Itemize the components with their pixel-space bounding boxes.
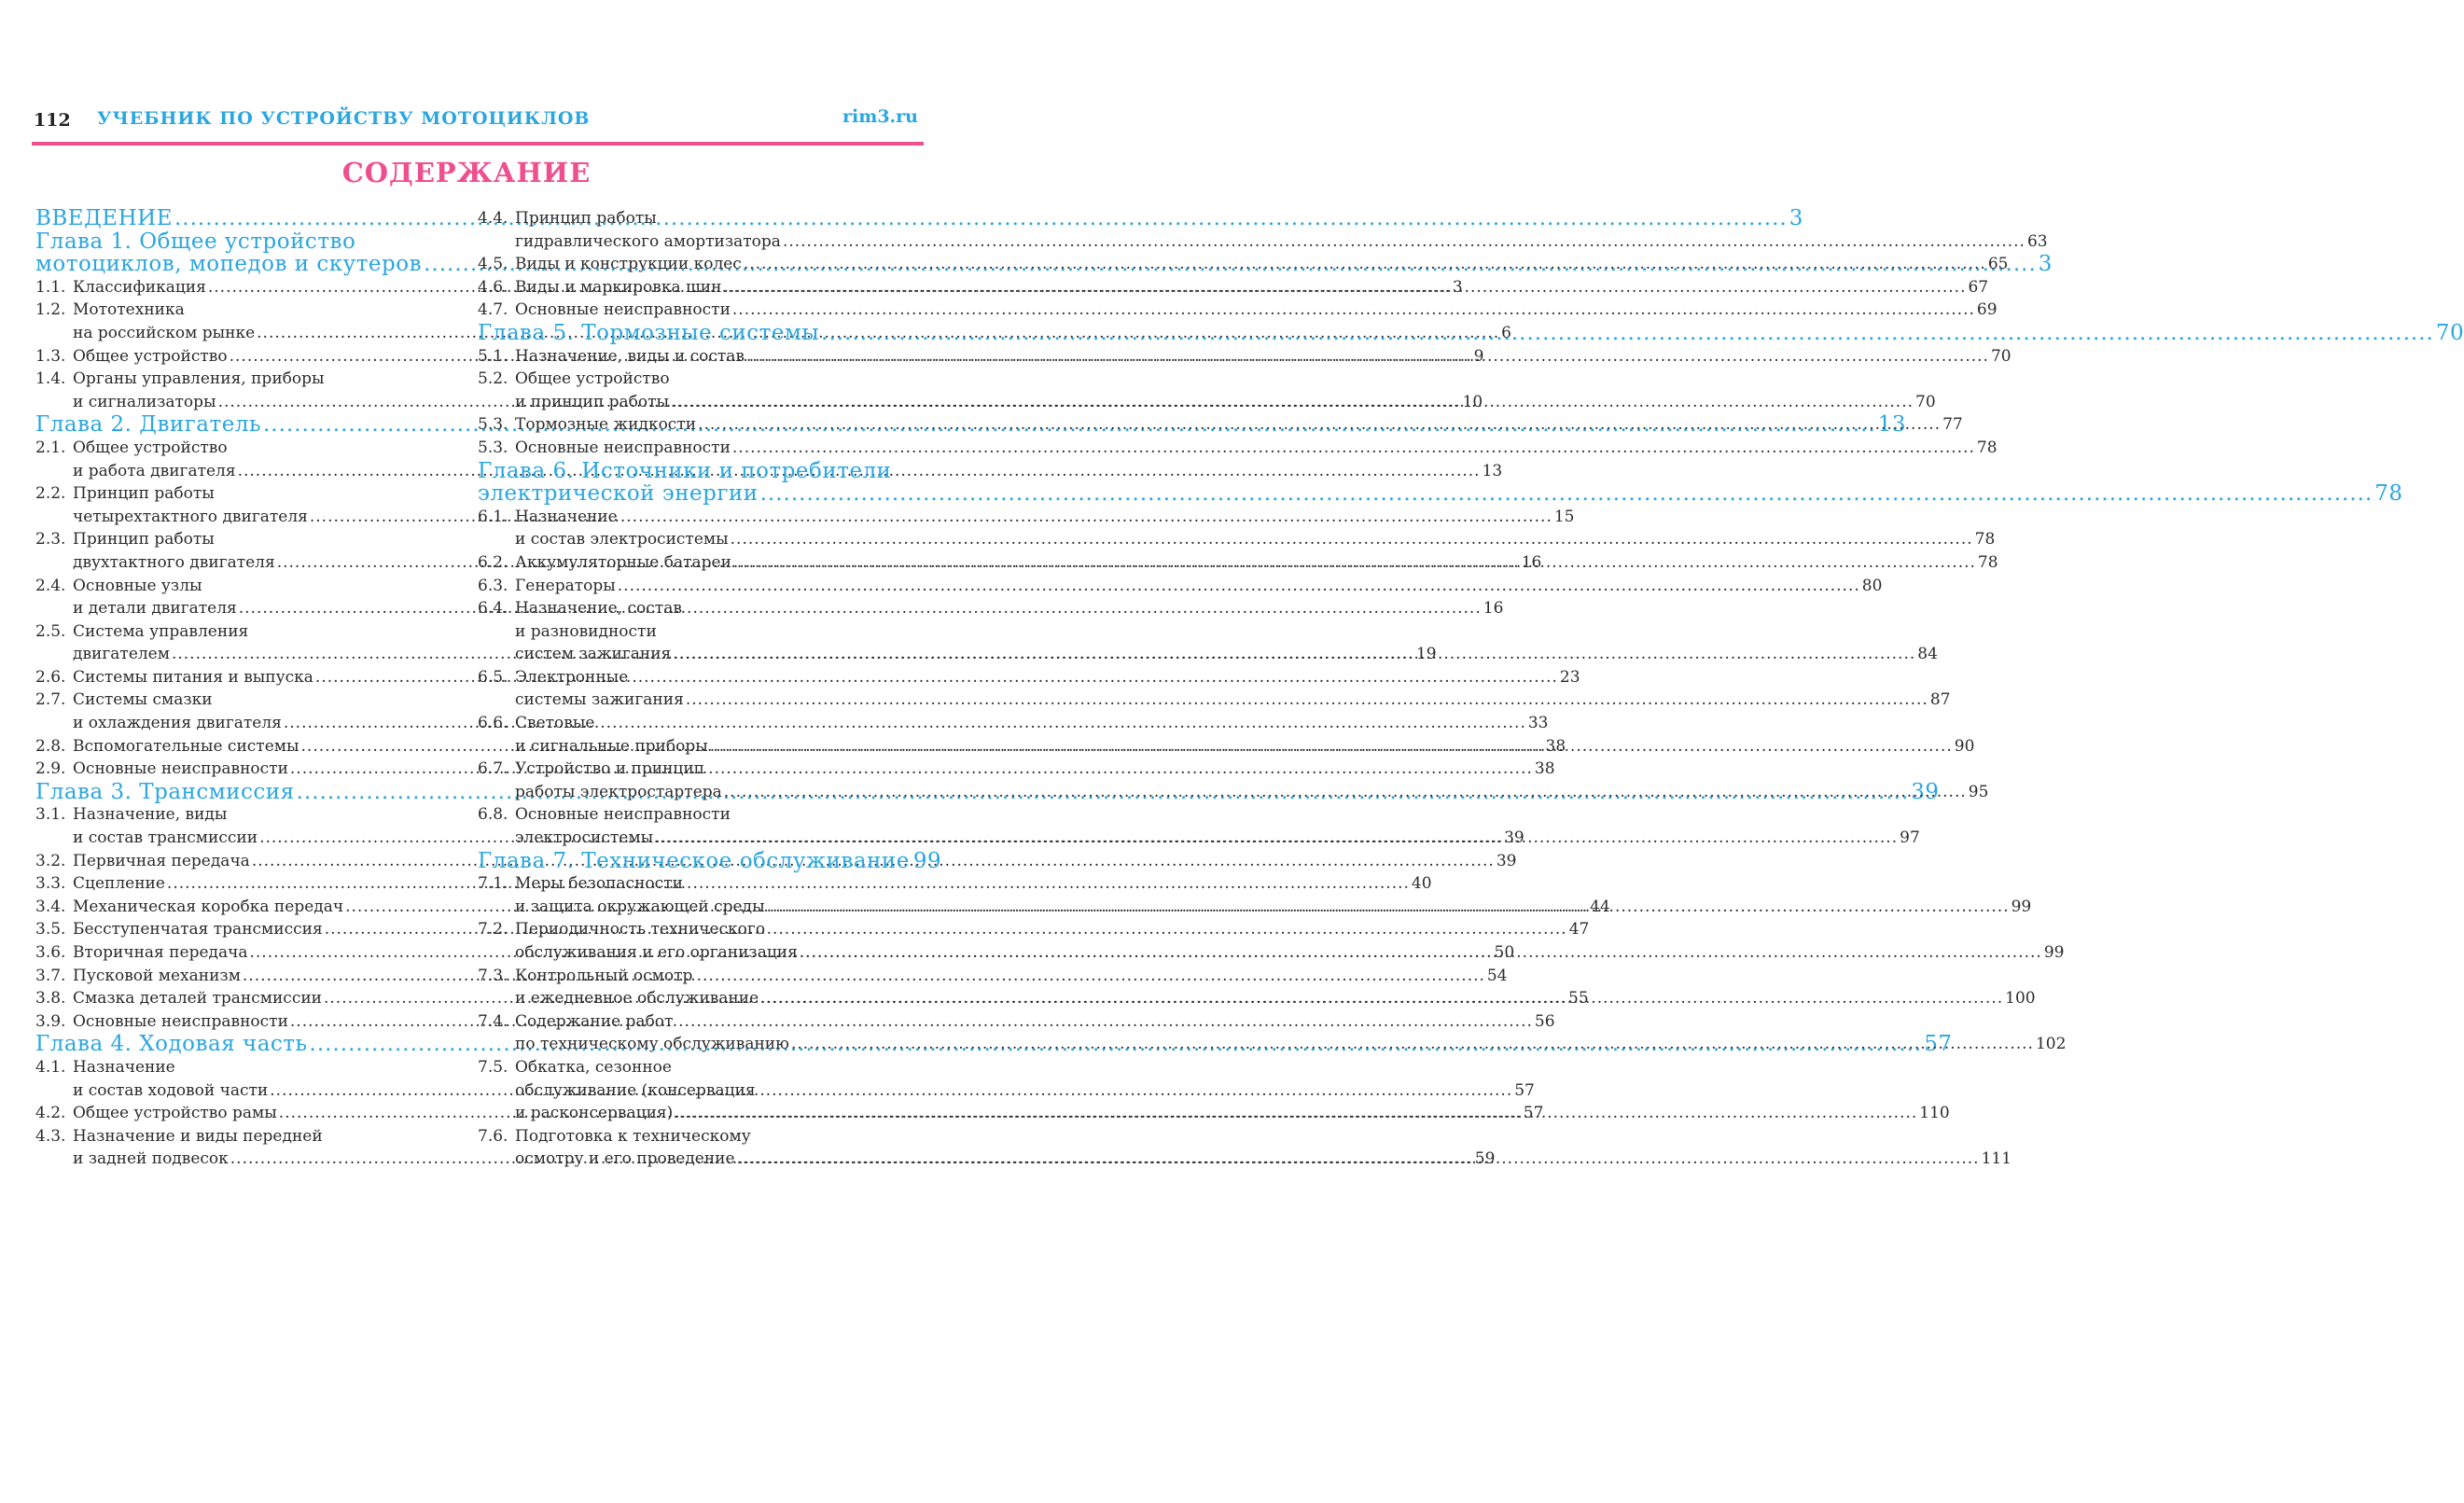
page-ref: 110 (1919, 1104, 1950, 1123)
entry-title: и охлаждения двигателя (73, 714, 282, 733)
section-number: 7.1. (478, 874, 508, 894)
section-number: 4.5. (478, 255, 508, 274)
entry-title: и задней подвесок (73, 1149, 229, 1169)
page-ref: 69 (1976, 300, 1998, 320)
entry-title: Основные неисправности (515, 805, 731, 825)
leader-dots (618, 575, 1860, 598)
section-number: 7.4. (478, 1011, 508, 1031)
section-number: 3.1. (35, 805, 66, 825)
entry-title: Периодичность технического (515, 920, 766, 939)
toc-line (478, 689, 1951, 712)
page-ref: 40 (1411, 874, 1432, 894)
page-ref: 67 (1968, 277, 1989, 297)
leader-dots (783, 230, 2025, 254)
entry-title: Глава 7. Техническое обслуживание (478, 848, 910, 873)
entry-title: электросистемы (515, 828, 654, 848)
entry-title: Содержание работ (515, 1011, 674, 1031)
page-ref: 13 (1877, 412, 1906, 438)
entry-title: мотоциклов, мопедов и скутеров (35, 252, 423, 277)
section-number: 6.1. (478, 507, 508, 526)
entry-title: Назначение (515, 507, 618, 526)
page-ref: 38 (1534, 759, 1555, 779)
entry-title: Генераторы (515, 576, 616, 595)
section-number: 2.9. (35, 759, 66, 779)
entry-title: Устройство и принцип (515, 759, 704, 779)
section-number: 2.3. (35, 530, 66, 550)
section-number: 2.4. (35, 576, 66, 595)
toc-line (478, 276, 1989, 299)
entry-title: Бесступенчатая трансмиссия (73, 920, 323, 939)
toc-line (478, 506, 926, 529)
toc-section[interactable] (478, 345, 2012, 369)
entry-title: электрической энергии (478, 481, 759, 507)
entry-title: Мототехника (73, 300, 185, 320)
entry-title: Назначение (73, 1057, 175, 1077)
entry-title: Механическая коробка передач (73, 897, 344, 916)
leader-dots (737, 1148, 1980, 1171)
entry-title: Основные неисправности (73, 759, 288, 779)
leader-dots (821, 322, 2434, 345)
entry-title: и работа двигателя (73, 461, 236, 480)
leader-dots (673, 643, 1915, 666)
section-number: 7.2. (478, 920, 508, 939)
section-number: 3.3. (35, 874, 66, 894)
entry-title: и расконсервация) (515, 1104, 674, 1123)
page-ref: 13 (1482, 461, 1503, 480)
entry-title: и защита окружающей среды (515, 897, 765, 916)
leader-dots (724, 781, 1967, 804)
entry-title: Глава 5. Тормозные системы (478, 320, 820, 345)
toc-line (35, 230, 466, 254)
section-number: 2.8. (35, 736, 66, 756)
toc-section[interactable] (478, 207, 2048, 253)
entry-title: Виды и маркировка шин (515, 277, 722, 297)
entry-title: и ежедневное обслуживание (515, 989, 759, 1009)
section-number: 4.2. (35, 1104, 66, 1123)
section-number: 1.3. (35, 346, 66, 366)
entry-title: обслуживание (консервация (515, 1080, 756, 1100)
toc-line (35, 1056, 466, 1079)
toc-line (478, 460, 926, 483)
toc-line (478, 1010, 926, 1034)
entry-title: гидравлического амортизатора (515, 231, 781, 251)
entry-title: ВВЕДЕНИЕ (35, 206, 173, 230)
toc-line (478, 207, 926, 230)
section-number: 6.8. (478, 805, 508, 825)
page-header (34, 104, 924, 142)
toc-line (478, 528, 1996, 551)
entry-title: Основные узлы (73, 576, 202, 595)
section-number: 3.9. (35, 1011, 66, 1031)
section-number: 3.2. (35, 851, 66, 870)
leader-dots (686, 689, 1928, 712)
entry-title: и принцип работы (515, 392, 670, 411)
toc-section[interactable] (478, 299, 1998, 322)
section-number: 4.3. (35, 1126, 66, 1146)
page-ref: 39 (1504, 828, 1524, 848)
toc-line-body (515, 299, 1998, 322)
entry-title: Подготовка к техническому (515, 1126, 751, 1146)
entry-title: Глава 2. Двигатель (35, 412, 261, 438)
section-number: 2.2. (35, 484, 66, 504)
section-number: 2.7. (35, 690, 66, 710)
toc-line (35, 528, 466, 551)
page-ref: 102 (2035, 1035, 2067, 1054)
site-link[interactable]: rim3.ru (842, 106, 918, 127)
entry-title: Пусковой механизм (73, 966, 241, 985)
page-ref: 99 (2011, 897, 2032, 916)
section-number: 1.4. (35, 369, 66, 389)
toc-line (35, 368, 466, 391)
leader-dots (723, 276, 1966, 299)
entry-title: и состав трансмиссии (73, 828, 258, 848)
page-ref: 70 (1990, 346, 2012, 366)
leader-dots (733, 551, 1976, 575)
page-ref: 78 (1977, 552, 1998, 572)
toc-line (478, 597, 926, 620)
entry-title: Глава 4. Ходовая часть (35, 1032, 308, 1057)
toc-line (35, 620, 466, 644)
entry-title: Глава 1. Общее устройство (35, 229, 356, 254)
toc-line (478, 320, 2464, 345)
section-number: 6.4. (478, 599, 508, 619)
section-number: 5.3. (478, 415, 508, 435)
page-ref: 70 (2435, 320, 2464, 345)
entry-title: Контрольный осмотр (515, 966, 693, 985)
book-title: УЧЕБНИК ПО УСТРОЙСТВУ МОТОЦИКЛОВ (97, 108, 591, 129)
entry-title: и сигнальные приборы (515, 736, 708, 756)
entry-title: Общее устройство (515, 369, 670, 389)
entry-title: Основные неисправности (515, 300, 731, 320)
page-ref: 57 (1523, 1104, 1544, 1123)
toc-line (478, 345, 2012, 369)
leader-dots (710, 735, 1953, 758)
toc-line (478, 666, 926, 689)
section-number: 2.5. (35, 621, 66, 641)
toc-line (478, 620, 926, 644)
entry-title: и состав электросистемы (515, 530, 729, 550)
toc-line (478, 1125, 926, 1148)
entry-title: и детали двигателя (73, 599, 237, 619)
toc-line (478, 1079, 926, 1103)
section-number: 6.7. (478, 759, 508, 779)
section-number: 7.6. (478, 1126, 508, 1146)
entry-title: Первичная передача (73, 851, 250, 870)
toc-section[interactable] (478, 276, 1989, 299)
section-number: 6.6. (478, 714, 508, 733)
page-ref: 57 (1514, 1080, 1535, 1100)
leader-dots (760, 987, 2003, 1010)
page-ref: 39 (1911, 779, 1940, 804)
page-ref: 47 (1568, 920, 1590, 939)
entry-title: двигателем (73, 645, 170, 664)
page-ref: 78 (2374, 481, 2403, 507)
leader-dots (731, 528, 1973, 551)
page-ref: 55 (1568, 989, 1589, 1009)
section-number: 7.5. (478, 1057, 508, 1077)
toc-line (478, 848, 942, 873)
page-ref: 54 (1486, 966, 1508, 985)
entry-title: Назначение, виды (73, 805, 228, 825)
section-number: 7.3. (478, 966, 508, 985)
toc-line (35, 299, 466, 322)
entry-title: Обкатка, сезонное (515, 1057, 672, 1077)
page-ref: 3 (2038, 252, 2053, 277)
page-ref: 99 (912, 848, 942, 873)
entry-title: Органы управления, приборы (73, 369, 325, 389)
page-ref: 19 (1415, 645, 1437, 664)
entry-title: Классификация (73, 277, 206, 297)
toc-line (478, 575, 1883, 598)
toc-line-body (515, 575, 1882, 598)
toc-line (35, 1125, 466, 1148)
entry-title: и разновидности (515, 621, 657, 641)
entry-title: Основные неисправности (73, 1011, 288, 1031)
entry-title: Глава 6. Источники и потребители (478, 458, 892, 483)
leader-dots (698, 413, 1941, 437)
entry-title: обслуживания и его организация (515, 943, 798, 962)
page-ref: 23 (1559, 667, 1580, 687)
page-ref: 63 (2026, 231, 2048, 251)
toc-line (35, 575, 466, 598)
entry-title: Системы питания и выпуска (73, 667, 313, 687)
page-ref: 59 (1474, 1149, 1496, 1169)
toc-title: СОДЕРЖАНИЕ (341, 157, 592, 188)
section-number: 4.4. (478, 209, 508, 228)
toc-line-body (515, 345, 2012, 369)
header-divider (32, 142, 924, 146)
page-ref: 111 (1981, 1149, 2012, 1169)
entry-title: Виды и конструкции колес (515, 255, 742, 274)
entry-title: Принцип работы (515, 209, 657, 228)
entry-title: Смазка деталей трансмиссии (73, 989, 322, 1009)
entry-title: работы электростартера (515, 782, 722, 801)
toc-line (478, 712, 926, 735)
toc-line (35, 437, 466, 460)
toc-line (478, 230, 2048, 254)
entry-title: Общее устройство (73, 346, 228, 366)
toc-section[interactable] (478, 575, 1883, 598)
leader-dots (732, 299, 1975, 322)
section-number: 5.3. (478, 438, 508, 457)
toc-line (478, 253, 2009, 276)
page-ref: 77 (1942, 415, 1963, 435)
toc-line (478, 481, 2403, 507)
toc-section[interactable] (478, 437, 1998, 460)
toc-line (478, 758, 926, 781)
page-ref: 70 (1915, 392, 1936, 411)
page-ref: 95 (1968, 782, 1989, 801)
toc-chapter[interactable] (478, 848, 942, 873)
toc-line (478, 368, 926, 391)
leader-dots (655, 827, 1898, 850)
entry-title: Тормозные жидкости (515, 415, 697, 435)
toc-line (35, 482, 466, 506)
page-ref: 99 (2043, 943, 2065, 962)
section-number: 4.1. (35, 1057, 66, 1077)
page-ref: 90 (1954, 736, 1975, 756)
entry-title: двухтактного двигателя (73, 552, 275, 572)
entry-title: четырехтактного двигателя (73, 507, 308, 526)
page-ref: 10 (1462, 392, 1483, 411)
entry-title: Сцепление (73, 874, 165, 894)
page-ref: 80 (1861, 576, 1883, 595)
leader-dots (800, 941, 2042, 965)
section-number: 2.6. (35, 667, 66, 687)
section-number: 6.3. (478, 576, 508, 595)
page-ref: 15 (1553, 507, 1575, 526)
page-number: 112 (34, 110, 71, 131)
page-ref: 97 (1900, 828, 1920, 848)
section-number: 3.4. (35, 897, 66, 916)
toc-section[interactable] (478, 253, 2009, 276)
section-number: 3.8. (35, 989, 66, 1009)
entry-title: Система управления (73, 621, 249, 641)
toc-line-body (515, 551, 1998, 575)
page-ref: 3 (1789, 206, 1803, 230)
toc-line (478, 299, 1998, 322)
entry-title: системы зажигания (515, 690, 684, 710)
toc-line (478, 437, 1998, 460)
section-number: 6.2. (478, 552, 508, 572)
section-number: 1.1. (35, 277, 66, 297)
page-ref: 38 (1545, 736, 1566, 756)
page-ref: 16 (1483, 599, 1504, 619)
toc-line (478, 803, 926, 827)
page-ref: 84 (1917, 645, 1938, 664)
section-number: 3.7. (35, 966, 66, 985)
entry-title: по техническому обслуживанию (515, 1035, 789, 1054)
entry-title: Принцип работы (73, 484, 215, 504)
section-number: 4.7. (478, 300, 508, 320)
leader-dots (732, 437, 1975, 460)
page-ref: 78 (1974, 530, 1996, 550)
page-ref: 100 (2005, 989, 2036, 1009)
entry-title: и сигнализаторы (73, 392, 216, 411)
entry-title: Назначение, состав (515, 599, 682, 619)
toc-line-body (515, 253, 2008, 276)
toc-line (35, 689, 466, 712)
toc-line-body (515, 276, 1988, 299)
entry-title: Вторичная передача (73, 943, 248, 962)
section-number: 3.6. (35, 943, 66, 962)
entry-title: Вспомогательные системы (73, 736, 299, 756)
section-number: 1.2. (35, 300, 66, 320)
toc-line-body (515, 413, 1963, 437)
page-ref: 56 (1534, 1011, 1555, 1031)
section-number: 2.1. (35, 438, 66, 457)
entry-title: и состав ходовой части (73, 1080, 269, 1100)
entry-title: на российском рынке (73, 323, 256, 342)
page-ref: 87 (1929, 690, 1951, 710)
entry-title: систем зажигания (515, 645, 672, 664)
entry-title: Световые (515, 714, 595, 733)
page-ref: 50 (1494, 943, 1515, 962)
section-number: 6.5. (478, 667, 508, 687)
page-ref: 9 (1473, 346, 1484, 366)
page-ref: 6 (1501, 323, 1511, 342)
leader-dots (744, 253, 1986, 276)
page-ref: 33 (1527, 714, 1549, 733)
leader-dots (767, 896, 2010, 919)
toc-line (478, 1056, 926, 1079)
entry-title: Основные неисправности (515, 438, 731, 457)
leader-dots (746, 345, 1989, 369)
entry-title: Общее устройство (73, 438, 228, 457)
entry-title: Меры безопасности (515, 874, 683, 894)
entry-title: Системы смазки (73, 690, 213, 710)
entry-title: осмотру и его проведение (515, 1149, 735, 1169)
leader-dots (675, 1102, 1917, 1125)
section-number: 3.5. (35, 920, 66, 939)
leader-dots (760, 482, 2374, 506)
entry-title: Общее устройство рамы (73, 1104, 277, 1123)
toc-line (35, 803, 466, 827)
toc-line (478, 872, 926, 896)
entry-title: Электронные (515, 667, 629, 687)
section-number: 5.2. (478, 369, 508, 389)
entry-title: Глава 3. Трансмиссия (35, 779, 295, 804)
entry-title: Принцип работы (73, 530, 215, 550)
page-ref: 78 (1976, 438, 1998, 457)
entry-title: Аккумуляторные батареи (515, 552, 731, 572)
section-number: 4.6. (478, 277, 508, 297)
leader-dots (174, 207, 1788, 230)
page-ref: 44 (1590, 897, 1610, 916)
toc-line-body (515, 437, 1998, 460)
page-ref: 39 (1496, 851, 1517, 870)
page-ref: 3 (1452, 277, 1463, 297)
entry-title: Назначение и виды передней (73, 1126, 323, 1146)
page-ref: 16 (1521, 552, 1542, 572)
leader-dots (671, 391, 1914, 414)
toc-line (478, 965, 926, 988)
leader-dots (791, 1033, 2034, 1056)
entry-title: Назначение, виды и состав (515, 346, 745, 366)
toc-chapter[interactable] (478, 320, 2464, 345)
toc-line (478, 918, 926, 941)
page-ref: 65 (1987, 255, 2009, 274)
page-ref: 57 (1924, 1032, 1953, 1057)
section-number: 5.1. (478, 346, 508, 366)
